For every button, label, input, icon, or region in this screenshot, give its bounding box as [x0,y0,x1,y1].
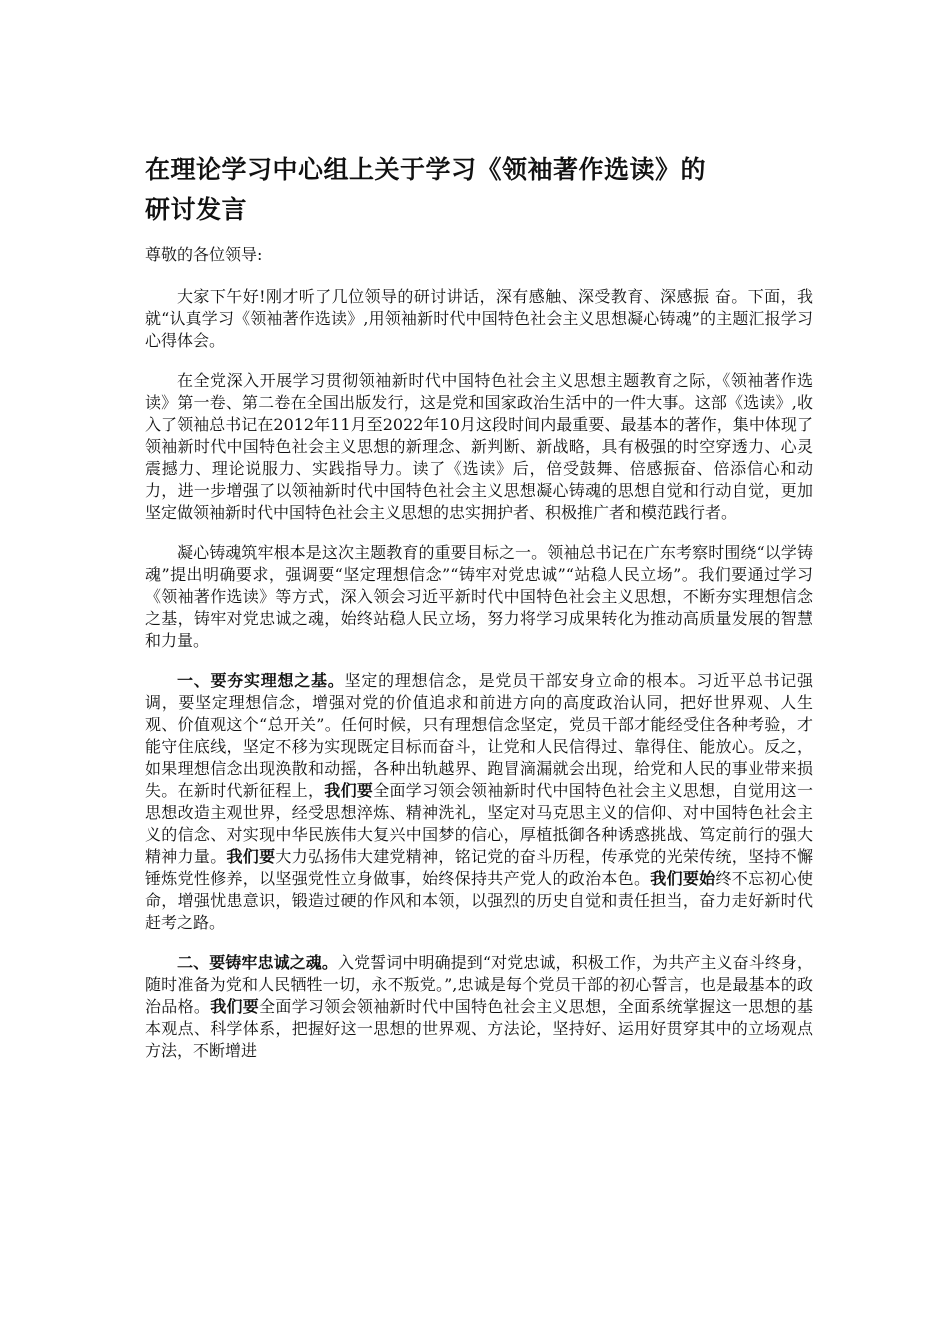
section-two-text: 入党誓词中明确提到“对党忠诚，积极工作，为共产主义奋斗终身，随时准备为党和人民牺牲一切，永不叛党。”,忠诚是每个党员干部的初心誓言，也是最基本的政治品格。 [145,953,813,1016]
paragraph-section-two [145,952,813,1062]
section-two-emphasis: 我们要 [210,997,260,1016]
section-one-text: 全面学习领会领袖新时代中国特色社会主义思想，自觉用这一思想改造主观世界，经受思想淬炼、精神洗礼，坚定对马克思主义的信仰、对中国特色社会主义的信念、对实现中华民族伟大复兴中国梦的信心，厚植抵御各种诱惑挑战、笃定前行的强大精神力量。 [145,781,813,866]
section-one-heading: 一、要夯实理想之基。 [177,671,345,690]
paragraph-opening: 大家下午好!刚才听了几位领导的研讨讲话，深有感触、深受教育、深感振 奋。下面，我就“认真学习《领袖著作选读》,用领袖新时代中国特色社会主义思想凝心铸魂”的主题汇报学习心得体会。 [145,287,813,350]
paragraph-section-one [145,670,813,934]
document-title [145,150,813,230]
title-line-2: 研讨发言 [145,195,248,224]
section-one-emphasis: 我们要 [324,781,374,800]
paragraph-background: 在全党深入开展学习贯彻领袖新时代中国特色社会主义思想主题教育之际，《领袖著作选读》第一卷、第二卷在全国出版发行，这是党和国家政治生活中的一件大事。这部《选读》,收入了领袖总书记在2012年11月至2022年10月这段时间内最重要、最基本的著作，集中体现了领袖新时代中国特色社会主义思想的新理念、新判断、新战略，具有极强的时空穿透力、心灵震撼力、理论说服力、实践指导力。读了《选读》后，倍受鼓舞、倍感振奋、倍添信心和动力，进一步增强了以领袖新时代中国特色社会主义思想凝心铸魂的思想自觉和行动自觉，更加坚定做领袖新时代中国特色社会主义思想的忠实拥护者、积极推广者和模范践行者。 [145,371,813,522]
section-one-emphasis: 我们要 [226,847,276,866]
title-line-1: 在理论学习中心组上关于学习《领袖著作选读》的 [145,155,707,184]
section-one-emphasis: 我们要始 [650,869,716,888]
section-two-text: 全面学习领会领袖新时代中国特色社会主义思想，全面系统掌握这一思想的基本观点、科学体系，把握好这一思想的世界观、方法论，坚持好、运用好贯穿其中的立场观点方法，不断增进 [145,997,813,1060]
section-one-text: 终不忘初心使命，增强忧患意识，锻造过硬的作风和本领，以强烈的历史自觉和责任担当，奋力走好新时代赶考之路。 [145,869,813,932]
salutation: 尊敬的各位领导: [145,245,263,264]
section-one-text: 大力弘扬伟大建党精神，铭记党的奋斗历程，传承党的光荣传统，坚持不懈锤炼党性修养，以坚强党性立身做事，始终保持共产党人的政治本色。 [145,847,813,888]
section-two-heading: 二、要铸牢忠诚之魂。 [177,953,338,972]
document-page [145,150,813,1080]
section-one-text: 坚定的理想信念，是党员干部安身立命的根本。习近平总书记强调，要坚定理想信念，增强对党的价值追求和前进方向的高度政治认同，把好世界观、人生观、价值观这个“总开关”。任何时候，只有理想信念坚定，党员干部才能经受住各种考验，才能守住底线，坚定不移为实现既定目标而奋斗，让党和人民信得过、靠得住、能放心。反之，如果理想信念出现涣散和动摇，各种出轨越界、跑冒滴漏就会出现，给党和人民的事业带来损失。在新时代新征程上， [145,671,813,800]
paragraph-goal: 凝心铸魂筑牢根本是这次主题教育的重要目标之一。领袖总书记在广东考察时围绕“以学铸魂”提出明确要求，强调要“坚定理想信念”“铸牢对党忠诚”“站稳人民立场”。我们要通过学习《领袖著作选读》等方式，深入领会习近平新时代中国特色社会主义思想，不断夯实理想信念之基，铸牢对党忠诚之魂，始终站稳人民立场，努力将学习成果转化为推动高质量发展的智慧和力量。 [145,543,813,650]
